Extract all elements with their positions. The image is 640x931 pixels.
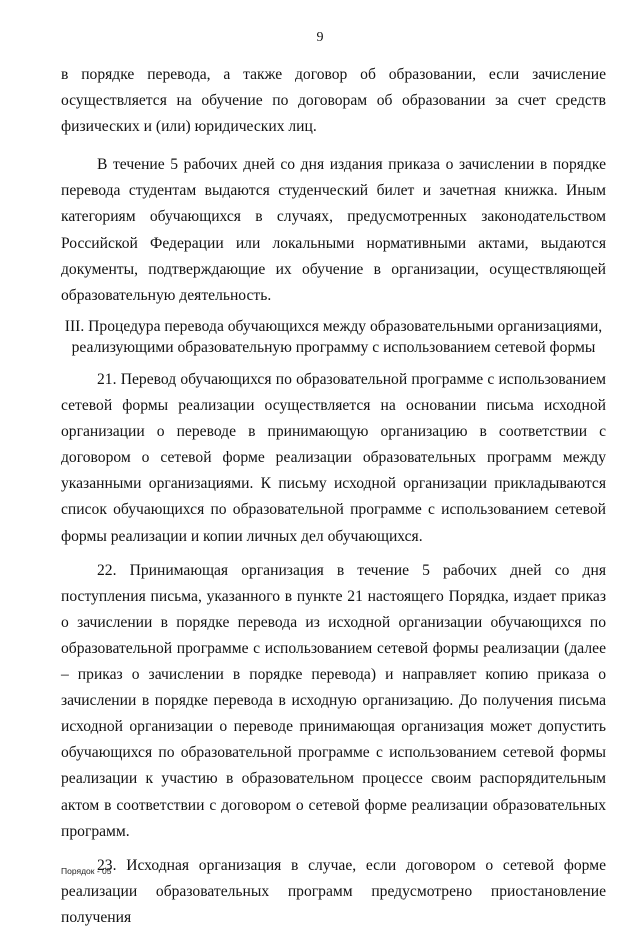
body-text-bottom: [61, 367, 606, 931]
paragraph-21: 21. Перевод обучающихся по образовательной программе с использованием сетевой формы реализации осуществляется на основании письма исходной организации о переводе в принимающую организацию в соответствии с договором о сетевой форме реализации образовательных программ между указанными организациями. К письму исходной организации прикладываются список обучающихся по образовательной программе с использованием сетевой формы реализации и копии личных дел обучающихся.: [61, 371, 606, 545]
section-heading: [61, 316, 606, 358]
paragraph-student-documents: В течение 5 рабочих дней со дня издания приказа о зачислении в порядке перевода студентам выдаются студенческий билет и зачетная книжка. Иным категориям обучающихся в случаях, предусмотренных законодательством Российской Федерации или локальными нормативными актами, выдаются документы, подтверждающие их обучение в организации, осуществляющей образовательную деятельность.: [61, 156, 606, 304]
paragraph-22: 22. Принимающая организация в течение 5 рабочих дней со дня поступления письма, указанного в пункте 21 настоящего Порядка, издает приказ о зачислении в порядке перевода из исходной организации обучающихся по образовательной программе с использованием сетевой формы реализации (далее – приказ о зачислении в порядке перевода) и направляет копию приказа о зачислении в порядке перевода в исходную организацию. До получения письма исходной организации о переводе принимающая организация может допустить обучающихся по образовательной программе с использованием сетевой формы реализации к участию в образовательном процессе своим распорядительным актом в соответствии с договором о сетевой форме реализации образовательных программ.: [61, 561, 606, 840]
section-heading-line-1: III. Процедура перевода обучающихся между образовательными организациями,: [64, 318, 603, 335]
page-number: 9: [316, 30, 324, 45]
section-heading-line-2: реализующими образовательную программу с использованием сетевой формы: [71, 339, 596, 356]
footer-label: Порядок - 05: [61, 866, 112, 876]
paragraph-23: 23. Исходная организация в случае, если договором о сетевой форме реализации образовательных программ предусмотрено приостановление получения: [61, 856, 606, 926]
paragraph-continuation: в порядке перевода, а также договор об образовании, если зачисление осуществляется на обучение по договорам об образовании за счет средств физических и (или) юридических лиц.: [61, 66, 606, 136]
body-text-top: [61, 62, 606, 309]
